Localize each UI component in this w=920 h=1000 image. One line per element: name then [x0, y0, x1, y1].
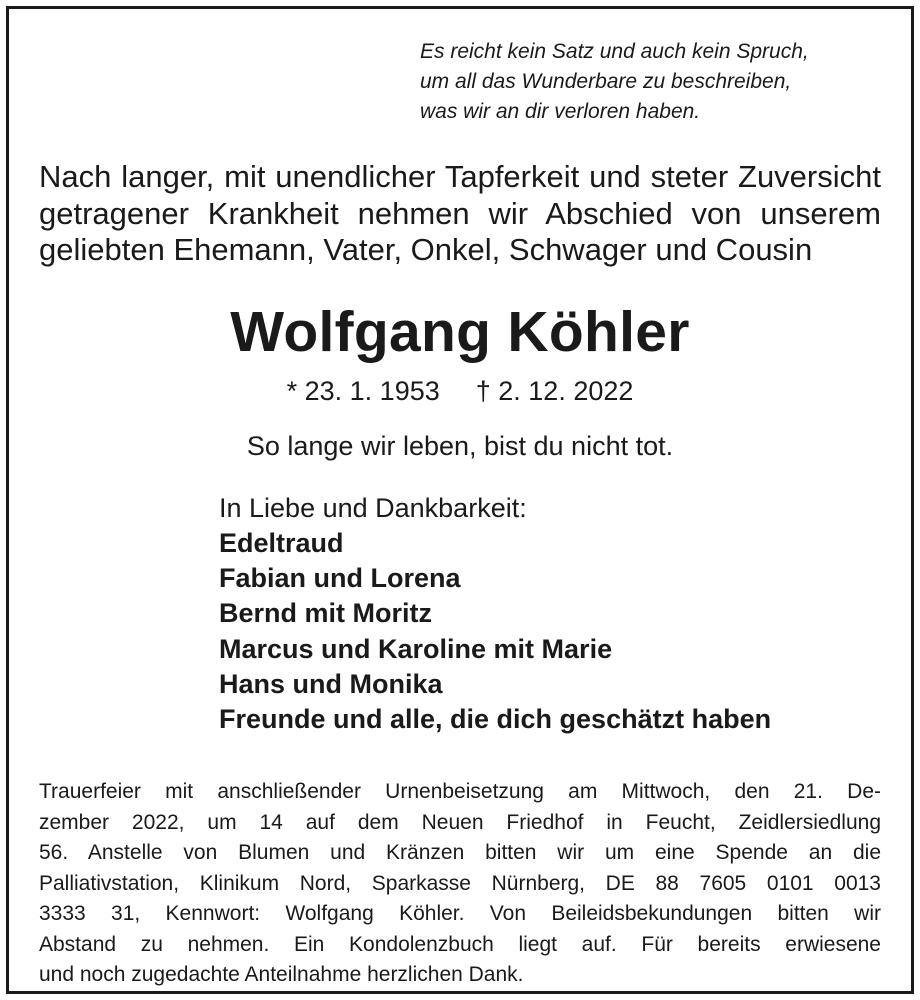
- motto-line: Es reicht kein Satz und auch kein Spruch,: [420, 40, 809, 63]
- deceased-name: Wolfgang Köhler: [230, 300, 690, 364]
- motto-verse: [420, 37, 900, 127]
- life-dates: [9, 374, 911, 408]
- obituary-notice: [6, 6, 914, 994]
- mourner-name: Hans und Monika: [219, 668, 443, 699]
- intro-line: Nach langer, mit unendlicher Tapferkeit und steter Zuversicht: [39, 159, 881, 194]
- mourner-name: Freunde und alle, die dich geschätzt haben: [219, 704, 772, 735]
- intro-text: [39, 159, 881, 269]
- mourners-block: [219, 491, 899, 737]
- info-line: Palliativstation, Klinikum Nord, Sparkasse Nürnberg, DE 88 7605 0101 0013: [39, 871, 881, 895]
- intro-line: getragener Krankheit nehmen wir Abschied von unserem: [39, 195, 881, 231]
- mourner-name: Edeltraud: [219, 528, 344, 558]
- mourner-name: Bernd mit Moritz: [219, 598, 432, 629]
- death-date: † 2. 12. 2022: [475, 376, 634, 406]
- mourner-name: Fabian und Lorena: [219, 563, 461, 594]
- info-line: zember 2022, um 14 auf dem Neuen Friedhof in Feucht, Zeidlersiedlung: [39, 810, 881, 834]
- mourner-name: Marcus und Karoline mit Marie: [219, 633, 613, 664]
- info-line: 56. Anstelle von Blumen und Kränzen bitten wir um eine Spende an die: [39, 841, 881, 864]
- motto-line: was wir an dir verloren haben.: [420, 100, 701, 123]
- mourners-lead: In Liebe und Dankbarkeit:: [219, 493, 527, 523]
- motto-line: um all das Wunderbare zu beschreiben,: [420, 70, 792, 93]
- info-line: Abstand zu nehmen. Ein Kondolenzbuch liegt auf. Für bereits erwiesene: [39, 932, 881, 956]
- birth-date: * 23. 1. 1953: [286, 376, 440, 406]
- memorial-quote: So lange wir leben, bist du nicht tot.: [246, 431, 674, 461]
- info-line: und noch zugedachte Anteilnahme herzlichen Dank.: [39, 963, 524, 986]
- intro-line: geliebten Ehemann, Vater, Onkel, Schwager und Cousin: [39, 232, 813, 267]
- info-line: Trauerfeier mit anschließender Urnenbeisetzung am Mittwoch, den 21. De-: [39, 780, 881, 803]
- funeral-info: [39, 777, 881, 991]
- info-line: 3333 31, Kennwort: Wolfgang Köhler. Von Beileidsbekundungen bitten wir: [39, 902, 881, 925]
